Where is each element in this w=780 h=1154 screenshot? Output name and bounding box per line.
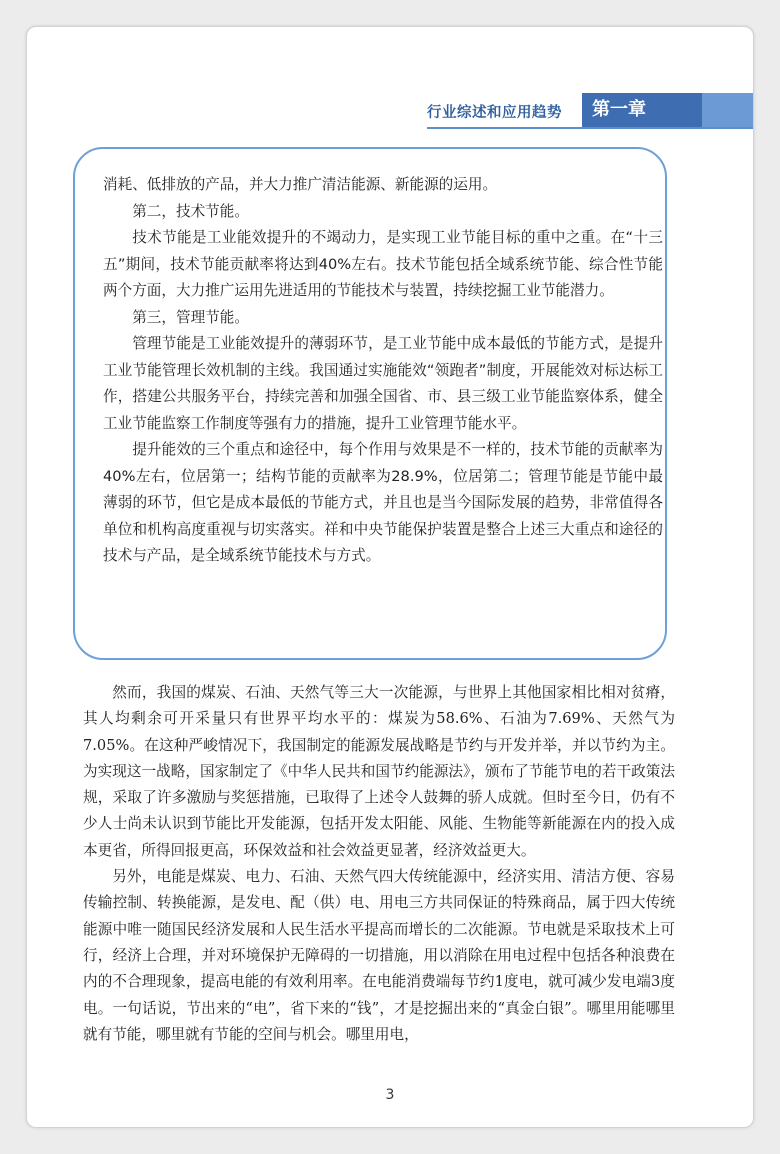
page-number: 3 bbox=[385, 1087, 395, 1103]
callout-heading-technical: 第二，技术节能。 bbox=[132, 202, 249, 220]
body-paragraph: 然而，我国的煤炭、石油、天然气等三大一次能源，与世界上其他国家相比相对贫瘠，其人均剩余可开采量只有世界平均水平的：煤炭为58.6%、石油为7.69%、天然气为7.05%。在这种严峻情况下，我国制定的能源发展战略是节约与开发并举，并以节约为主。为实现这一战略，国家制定了《中华人民共和国节约能源法》，颁布了节能节电的若干政策法规，采取了许多激励与奖惩措施，已取得了上述令人鼓舞的骄人成就。但时至今日，仍有不少人士尚未认识到节能比开发能源，包括开发太阳能、风能、生物能等新能源在内的投入成本更省，所得回报更高，环保效益和社会效益更显著，经济效益更大。 bbox=[83, 684, 675, 859]
body-text bbox=[83, 680, 675, 1048]
book-page bbox=[26, 26, 754, 1128]
chapter-label: 第一章 bbox=[582, 93, 702, 127]
header-rule bbox=[427, 127, 753, 129]
page-header bbox=[27, 93, 753, 129]
callout-paragraph: 消耗、低排放的产品，并大力推广清洁能源、新能源的运用。 bbox=[103, 176, 498, 193]
callout-paragraph: 管理节能是工业能效提升的薄弱环节，是工业节能中成本最低的节能方式，是提升工业节能管理长效机制的主线。我国通过实施能效“领跑者”制度，开展能效对标达标工作，搭建公共服务平台，持续完善和加强全国省、市、县三级工业节能监察体系，健全工业节能监察工作制度等强有力的措施，提升工业管理节能水平。 bbox=[103, 335, 663, 432]
body-paragraph: 另外，电能是煤炭、电力、石油、天然气四大传统能源中，经济实用、清洁方便、容易传输控制、转换能源，是发电、配（供）电、用电三方共同保证的特殊商品，属于四大传统能源中唯一随国民经济发展和人民生活水平提高而增长的二次能源。节电就是采取技术上可行，经济上合理，并对环境保护无障碍的一切措施，用以消除在用电过程中包括各种浪费在内的不合理现象，提高电能的有效利用率。在电能消费端每节约1度电，就可减少发电端3度电。一句话说，节出来的“电”，省下来的“钱”，才是挖掘出来的“真金白银”。哪里用能哪里就有节能，哪里就有节能的空间与机会。哪里用电， bbox=[83, 868, 675, 1043]
callout-paragraph: 提升能效的三个重点和途径中，每个作用与效果是不一样的，技术节能的贡献率为40%左右，位居第一；结构节能的贡献率为28.9%，位居第二；管理节能是节能中最薄弱的环节，但它是成本最低的节能方式，并且也是当今国际发展的趋势，非常值得各单位和机构高度重视与切实落实。祥和中央节能保护装置是整合上述三大重点和途径的技术与产品，是全域系统节能技术与方式。 bbox=[103, 441, 663, 564]
callout-paragraph: 技术节能是工业能效提升的不竭动力，是实现工业节能目标的重中之重。在“十三五”期间，技术节能贡献率将达到40%左右。技术节能包括全域系统节能、综合性节能两个方面，大力推广运用先进适用的节能技术与装置，持续挖掘工业节能潜力。 bbox=[103, 229, 663, 299]
section-title: 行业综述和应用趋势 bbox=[427, 105, 562, 121]
callout-heading-management: 第三，管理节能。 bbox=[132, 308, 249, 326]
callout-text bbox=[103, 172, 663, 570]
